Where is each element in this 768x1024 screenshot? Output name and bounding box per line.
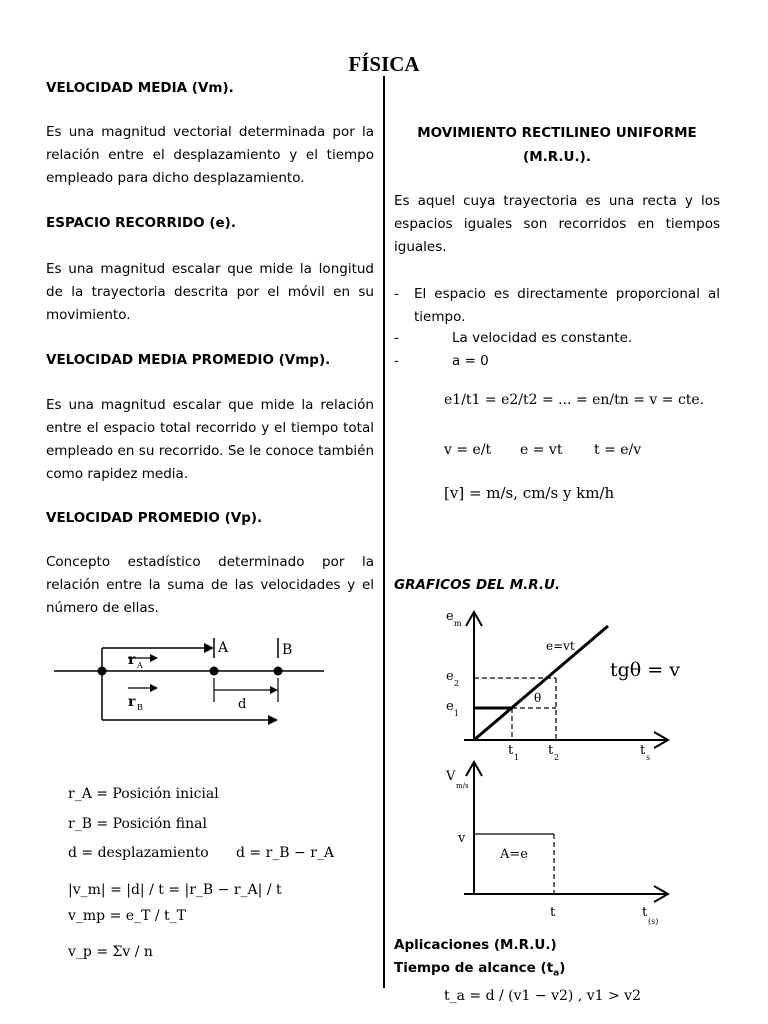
label-ra: r [128,652,136,668]
ratio-equation: e1/t1 = e2/t2 = ... = en/tn = v = cte. [444,392,705,408]
e-equation: e = vt [520,442,563,458]
e-heading: ESPACIO RECORRIDO (e). [46,215,236,231]
alcance-equation: t_a = d / (v1 − v2) , v1 > v2 [444,988,641,1004]
vmp-heading: VELOCIDAD MEDIA PROMEDIO (Vmp). [46,352,331,368]
bullet-3: a = 0 [452,353,489,369]
bullet-dash-2: - [394,330,399,346]
vp-heading: VELOCIDAD PROMEDIO (Vp). [46,510,263,526]
graph1-e2-sub: 2 [454,679,460,688]
label-a: A [218,640,229,656]
graph1-tg-label: tgθ = v [610,659,680,681]
graph1-t1: t [508,743,514,758]
graph1-y-label: e [446,609,454,624]
vm-text: Es una magnitud vectorial determinada por la relación entre el desplazamiento y el tiempo empleado para dicho desplazamiento. [46,124,374,186]
graph2-area-label: A=e [500,847,528,862]
vp-equation: v_p = Σv / n [68,944,153,960]
mru-heading-line1: MOVIMIENTO RECTILINEO UNIFORME [417,125,697,141]
graph1-t1-sub: 1 [514,753,520,762]
label-ra-sub: A [137,661,143,670]
graph1-e1: e [446,699,454,714]
d-definition: d = desplazamiento [68,845,209,861]
column-divider [383,76,385,988]
graph1-theta: θ [534,691,542,705]
graph2-x-sub: (s) [648,917,659,926]
applications-heading: Aplicaciones (M.R.U.) [394,937,557,953]
mru-heading-line2: (M.R.U.). [523,149,591,165]
graph1-x-label: t [640,743,646,758]
ra-definition: r_A = Posición inicial [68,786,219,802]
graph-velocity-time [430,758,690,928]
mru-text: Es aquel cuya trayectoria es una recta y los espacios iguales son recorridos en tiempos iguales. [394,193,720,255]
bullet-dash-1: - [394,286,399,302]
graph2-x-label: t [642,905,648,920]
alcance-heading: Tiempo de alcance $(t_a)$ [394,960,566,979]
label-rb: r [128,694,136,710]
label-b: B [282,642,293,658]
graph2-t-label: t [550,905,556,920]
bullet-dash-3: - [394,353,399,369]
e-text: Es una magnitud escalar que mide la longitud de la trayectoria descrita por el móvil en su movimiento. [46,261,374,323]
graph2-y-label: V [446,769,456,784]
d-equation: d = r_B − r_A [236,845,335,861]
position-diagram [40,630,340,730]
graph1-t2-sub: 2 [554,753,560,762]
vm-heading: VELOCIDAD MEDIA (Vm). [46,80,234,96]
graph1-x-sub: s [646,753,651,762]
graph1-e2: e [446,669,454,684]
page-title: FÍSICA [348,52,420,76]
graph-position-time [430,600,690,770]
graph1-y-sub: m [454,619,462,628]
graph2-y-sub: m/s [456,782,469,790]
graph1-t2: t [548,743,554,758]
units-equation: [v] = m/s, cm/s y km/h [444,484,615,502]
t-equation: t = e/v [594,442,642,458]
label-rb-sub: B [137,703,143,712]
vmp-equation: v_mp = e_T / t_T [68,908,186,924]
rb-definition: r_B = Posición final [68,816,207,832]
vp-text: Concepto estadístico determinado por la relación entre la suma de las velocidades y el número de ellas. [46,554,374,616]
label-d: d [238,697,247,712]
graph1-e1-sub: 1 [454,709,460,718]
v-equation: v = e/t [444,442,492,458]
graphs-heading: GRAFICOS DEL M.R.U. [394,577,561,593]
graph1-line-label: e=vt [546,639,575,653]
bullet-2: La velocidad es constante. [452,330,633,346]
graph2-v-label: v [458,831,466,846]
bullet-1: El espacio es directamente proporcional al tiempo. [414,286,720,325]
vmp-text: Es una magnitud escalar que mide la relación entre el espacio total recorrido y el tiempo total empleado en su recorrido. Se le conoce también como rapidez media. [46,397,374,482]
vm-equation: |v_m| = |d| / t = |r_B − r_A| / t [68,882,282,898]
